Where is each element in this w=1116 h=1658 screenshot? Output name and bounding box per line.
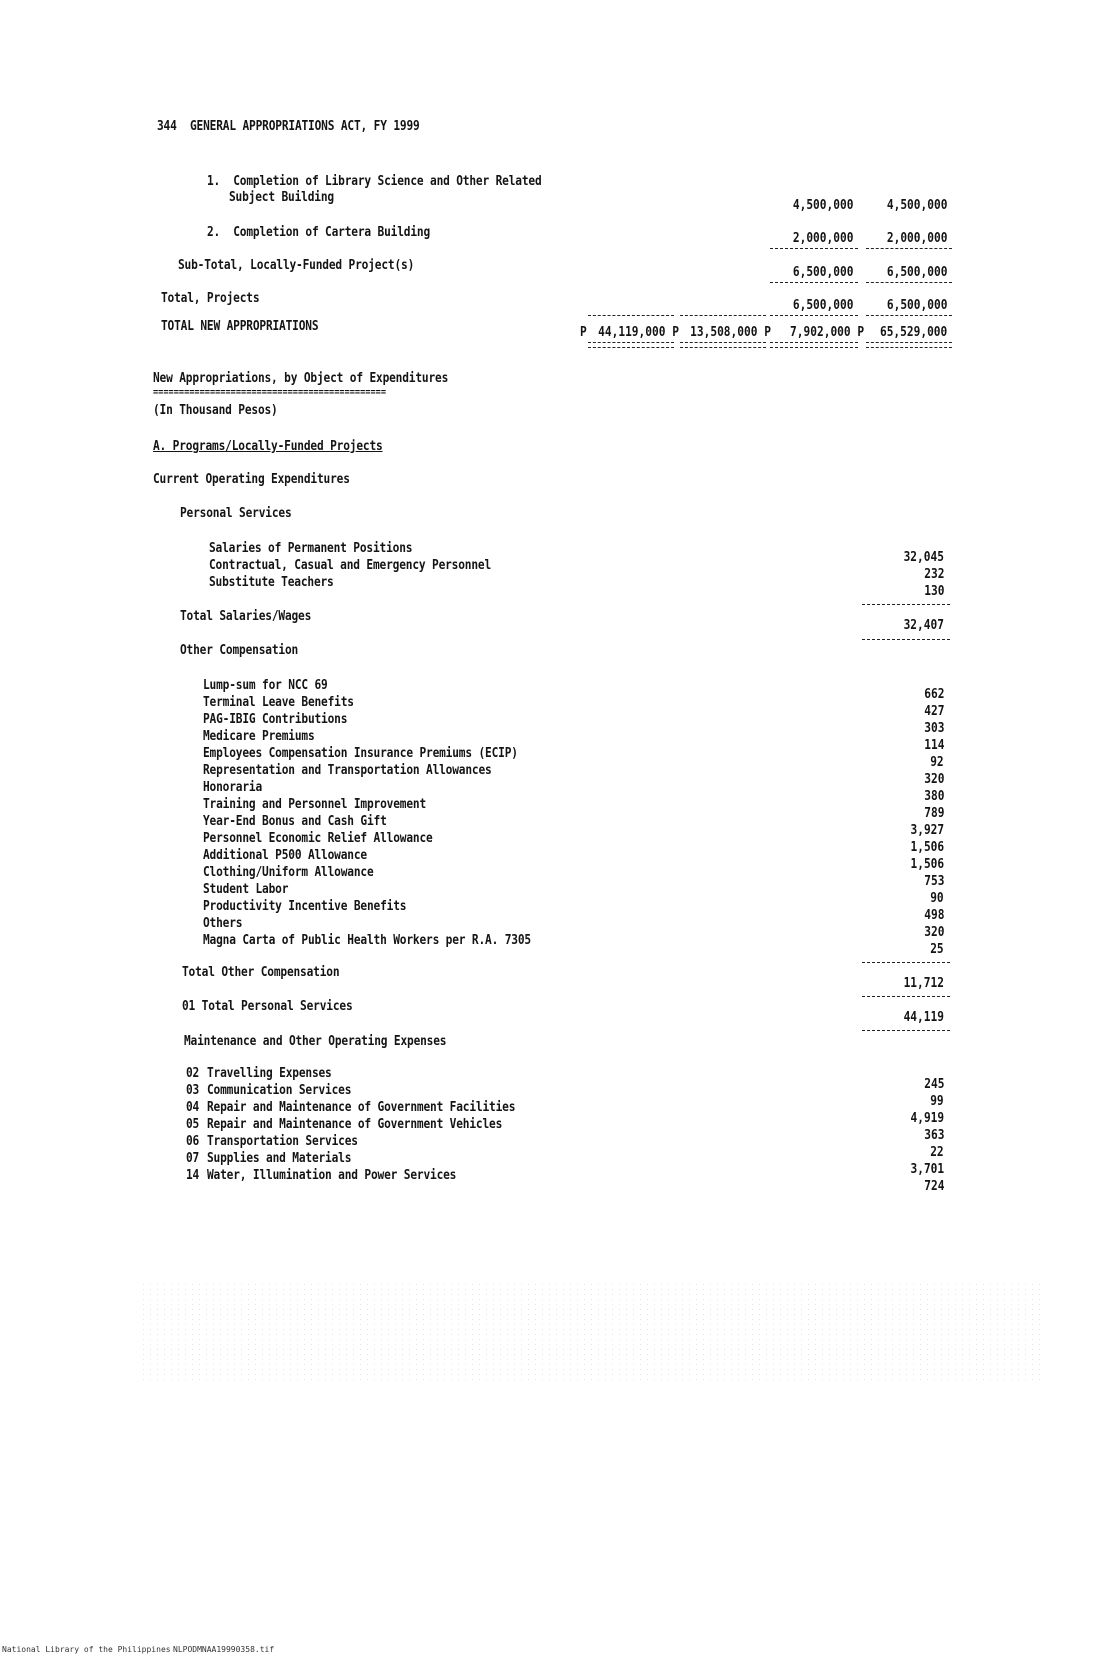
other-comp-value: 320 xyxy=(923,772,944,787)
total-projects-col4: 6,500,000 xyxy=(886,298,947,313)
project-item-2-col3: 2,000,000 xyxy=(792,231,853,246)
mooe-item: Communication Services xyxy=(207,1083,352,1098)
other-comp-item: Honoraria xyxy=(203,780,263,795)
mooe-value: 363 xyxy=(923,1128,944,1143)
other-comp-value: 789 xyxy=(923,806,944,821)
total-new-appropriations-col2: 13,508,000 P xyxy=(690,325,771,340)
double-rule xyxy=(680,342,766,348)
mooe-item: Water, Illumination and Power Services xyxy=(207,1168,457,1183)
other-comp-item: Personnel Economic Relief Allowance xyxy=(203,831,433,846)
mooe-code: 07 xyxy=(186,1151,200,1166)
rule xyxy=(862,1030,950,1031)
project-item-1-col4: 4,500,000 xyxy=(886,198,947,213)
other-comp-value: 427 xyxy=(923,704,944,719)
other-comp-value: 303 xyxy=(923,721,944,736)
mooe-code: 14 xyxy=(186,1168,200,1183)
rule xyxy=(680,315,766,316)
total-salaries-label: Total Salaries/Wages xyxy=(180,609,312,624)
project-item-1-line-1: 1. Completion of Library Science and Other Related xyxy=(207,174,542,189)
subtotal-col3: 6,500,000 xyxy=(792,265,853,280)
other-comp-item: Representation and Transportation Allowances xyxy=(203,763,492,778)
other-comp-item: PAG-IBIG Contributions xyxy=(203,712,348,727)
footer-library: National Library of the Philippines xyxy=(2,1645,171,1654)
project-item-2-col4: 2,000,000 xyxy=(886,231,947,246)
total-new-appropriations-col3: 7,902,000 P xyxy=(789,325,864,340)
total-new-appropriations-label: TOTAL NEW APPROPRIATIONS xyxy=(161,319,319,334)
other-comp-item: Medicare Premiums xyxy=(203,729,315,744)
mooe-value: 3,701 xyxy=(910,1162,944,1177)
total-new-appropriations-col1: 44,119,000 P xyxy=(598,325,679,340)
total-new-appropriations-col4: 65,529,000 xyxy=(879,325,947,340)
mooe-item: Travelling Expenses xyxy=(207,1066,332,1081)
other-comp-item: Student Labor xyxy=(203,882,289,897)
other-comp-item: Employees Compensation Insurance Premiums (ECIP) xyxy=(203,746,518,761)
object-section-heading-underline: ============================================= xyxy=(153,387,387,398)
other-comp-item: Lump-sum for NCC 69 xyxy=(203,678,328,693)
salary-value: 232 xyxy=(923,567,944,582)
project-item-2: 2. Completion of Cartera Building xyxy=(207,225,431,240)
rule xyxy=(862,962,950,963)
scan-noise xyxy=(140,1282,1040,1382)
total-projects-col3: 6,500,000 xyxy=(792,298,853,313)
rule xyxy=(866,315,952,316)
other-comp-value: 753 xyxy=(923,874,944,889)
mooe-value: 4,919 xyxy=(910,1111,944,1126)
subtotal-label: Sub-Total, Locally-Funded Project(s) xyxy=(178,258,415,273)
rule xyxy=(862,639,950,640)
other-comp-value: 498 xyxy=(923,908,944,923)
double-rule xyxy=(588,342,674,348)
salary-value: 130 xyxy=(923,584,944,599)
mooe-item: Repair and Maintenance of Government Vehicles xyxy=(207,1117,503,1132)
total-salaries-value: 32,407 xyxy=(903,618,944,633)
mooe-code: 03 xyxy=(186,1083,200,1098)
mooe-code: 06 xyxy=(186,1134,200,1149)
other-comp-value: 1,506 xyxy=(910,840,944,855)
rule xyxy=(866,248,952,249)
rule xyxy=(588,315,674,316)
other-comp-value: 90 xyxy=(930,891,944,906)
rule xyxy=(862,604,950,605)
page-number: 344 xyxy=(157,119,177,134)
salary-item: Salaries of Permanent Positions xyxy=(209,541,413,556)
other-comp-value: 1,506 xyxy=(910,857,944,872)
total-personal-services-label: 01 Total Personal Services xyxy=(182,999,353,1014)
total-projects-label: Total, Projects xyxy=(161,291,260,306)
project-item-1-col3: 4,500,000 xyxy=(792,198,853,213)
other-comp-item: Clothing/Uniform Allowance xyxy=(203,865,374,880)
other-comp-value: 380 xyxy=(923,789,944,804)
other-comp-item: Terminal Leave Benefits xyxy=(203,695,354,710)
rule xyxy=(770,248,858,249)
mooe-value: 724 xyxy=(923,1179,944,1194)
project-item-1-line-2: Subject Building xyxy=(229,190,334,205)
other-comp-item: Year-End Bonus and Cash Gift xyxy=(203,814,387,829)
total-other-compensation-value: 11,712 xyxy=(903,976,944,991)
page-header-title: GENERAL APPROPRIATIONS ACT, FY 1999 xyxy=(190,119,420,134)
total-other-compensation-label: Total Other Compensation xyxy=(182,965,340,980)
unit-note: (In Thousand Pesos) xyxy=(153,403,278,418)
mooe-heading: Maintenance and Other Operating Expenses xyxy=(184,1034,447,1049)
other-comp-item: Productivity Incentive Benefits xyxy=(203,899,407,914)
mooe-value: 22 xyxy=(930,1145,944,1160)
other-comp-item: Training and Personnel Improvement xyxy=(203,797,427,812)
mooe-code: 04 xyxy=(186,1100,200,1115)
subtotal-col4: 6,500,000 xyxy=(886,265,947,280)
mooe-item: Transportation Services xyxy=(207,1134,358,1149)
currency-symbol: P xyxy=(580,325,587,340)
mooe-value: 99 xyxy=(930,1094,944,1109)
other-comp-item: Others xyxy=(203,916,243,931)
mooe-code: 02 xyxy=(186,1066,200,1081)
mooe-item: Repair and Maintenance of Government Facilities xyxy=(207,1100,516,1115)
rule xyxy=(770,315,858,316)
rule xyxy=(866,282,952,283)
double-rule xyxy=(866,342,952,348)
other-comp-value: 320 xyxy=(923,925,944,940)
footer-filename: NLPODMNAA19990358.tif xyxy=(173,1645,275,1654)
other-comp-item: Magna Carta of Public Health Workers per R.A. 7305 xyxy=(203,933,531,948)
other-comp-value: 3,927 xyxy=(910,823,944,838)
mooe-item: Supplies and Materials xyxy=(207,1151,352,1166)
other-comp-item: Additional P500 Allowance xyxy=(203,848,367,863)
double-rule xyxy=(770,342,858,348)
salary-item: Contractual, Casual and Emergency Personnel xyxy=(209,558,492,573)
other-comp-value: 114 xyxy=(923,738,944,753)
other-comp-value: 662 xyxy=(923,687,944,702)
object-section-heading: New Appropriations, by Object of Expenditures xyxy=(153,371,449,386)
rule xyxy=(770,282,858,283)
rule xyxy=(862,996,950,997)
salary-item: Substitute Teachers xyxy=(209,575,334,590)
mooe-value: 245 xyxy=(923,1077,944,1092)
other-comp-value: 92 xyxy=(930,755,944,770)
personal-services-label: Personal Services xyxy=(180,506,292,521)
current-operating-expenditures-label: Current Operating Expenditures xyxy=(153,472,350,487)
salary-value: 32,045 xyxy=(903,550,944,565)
mooe-code: 05 xyxy=(186,1117,200,1132)
other-comp-value: 25 xyxy=(930,942,944,957)
programs-subheading: A. Programs/Locally-Funded Projects xyxy=(153,439,383,454)
total-personal-services-value: 44,119 xyxy=(903,1010,944,1025)
other-compensation-heading: Other Compensation xyxy=(180,643,299,658)
